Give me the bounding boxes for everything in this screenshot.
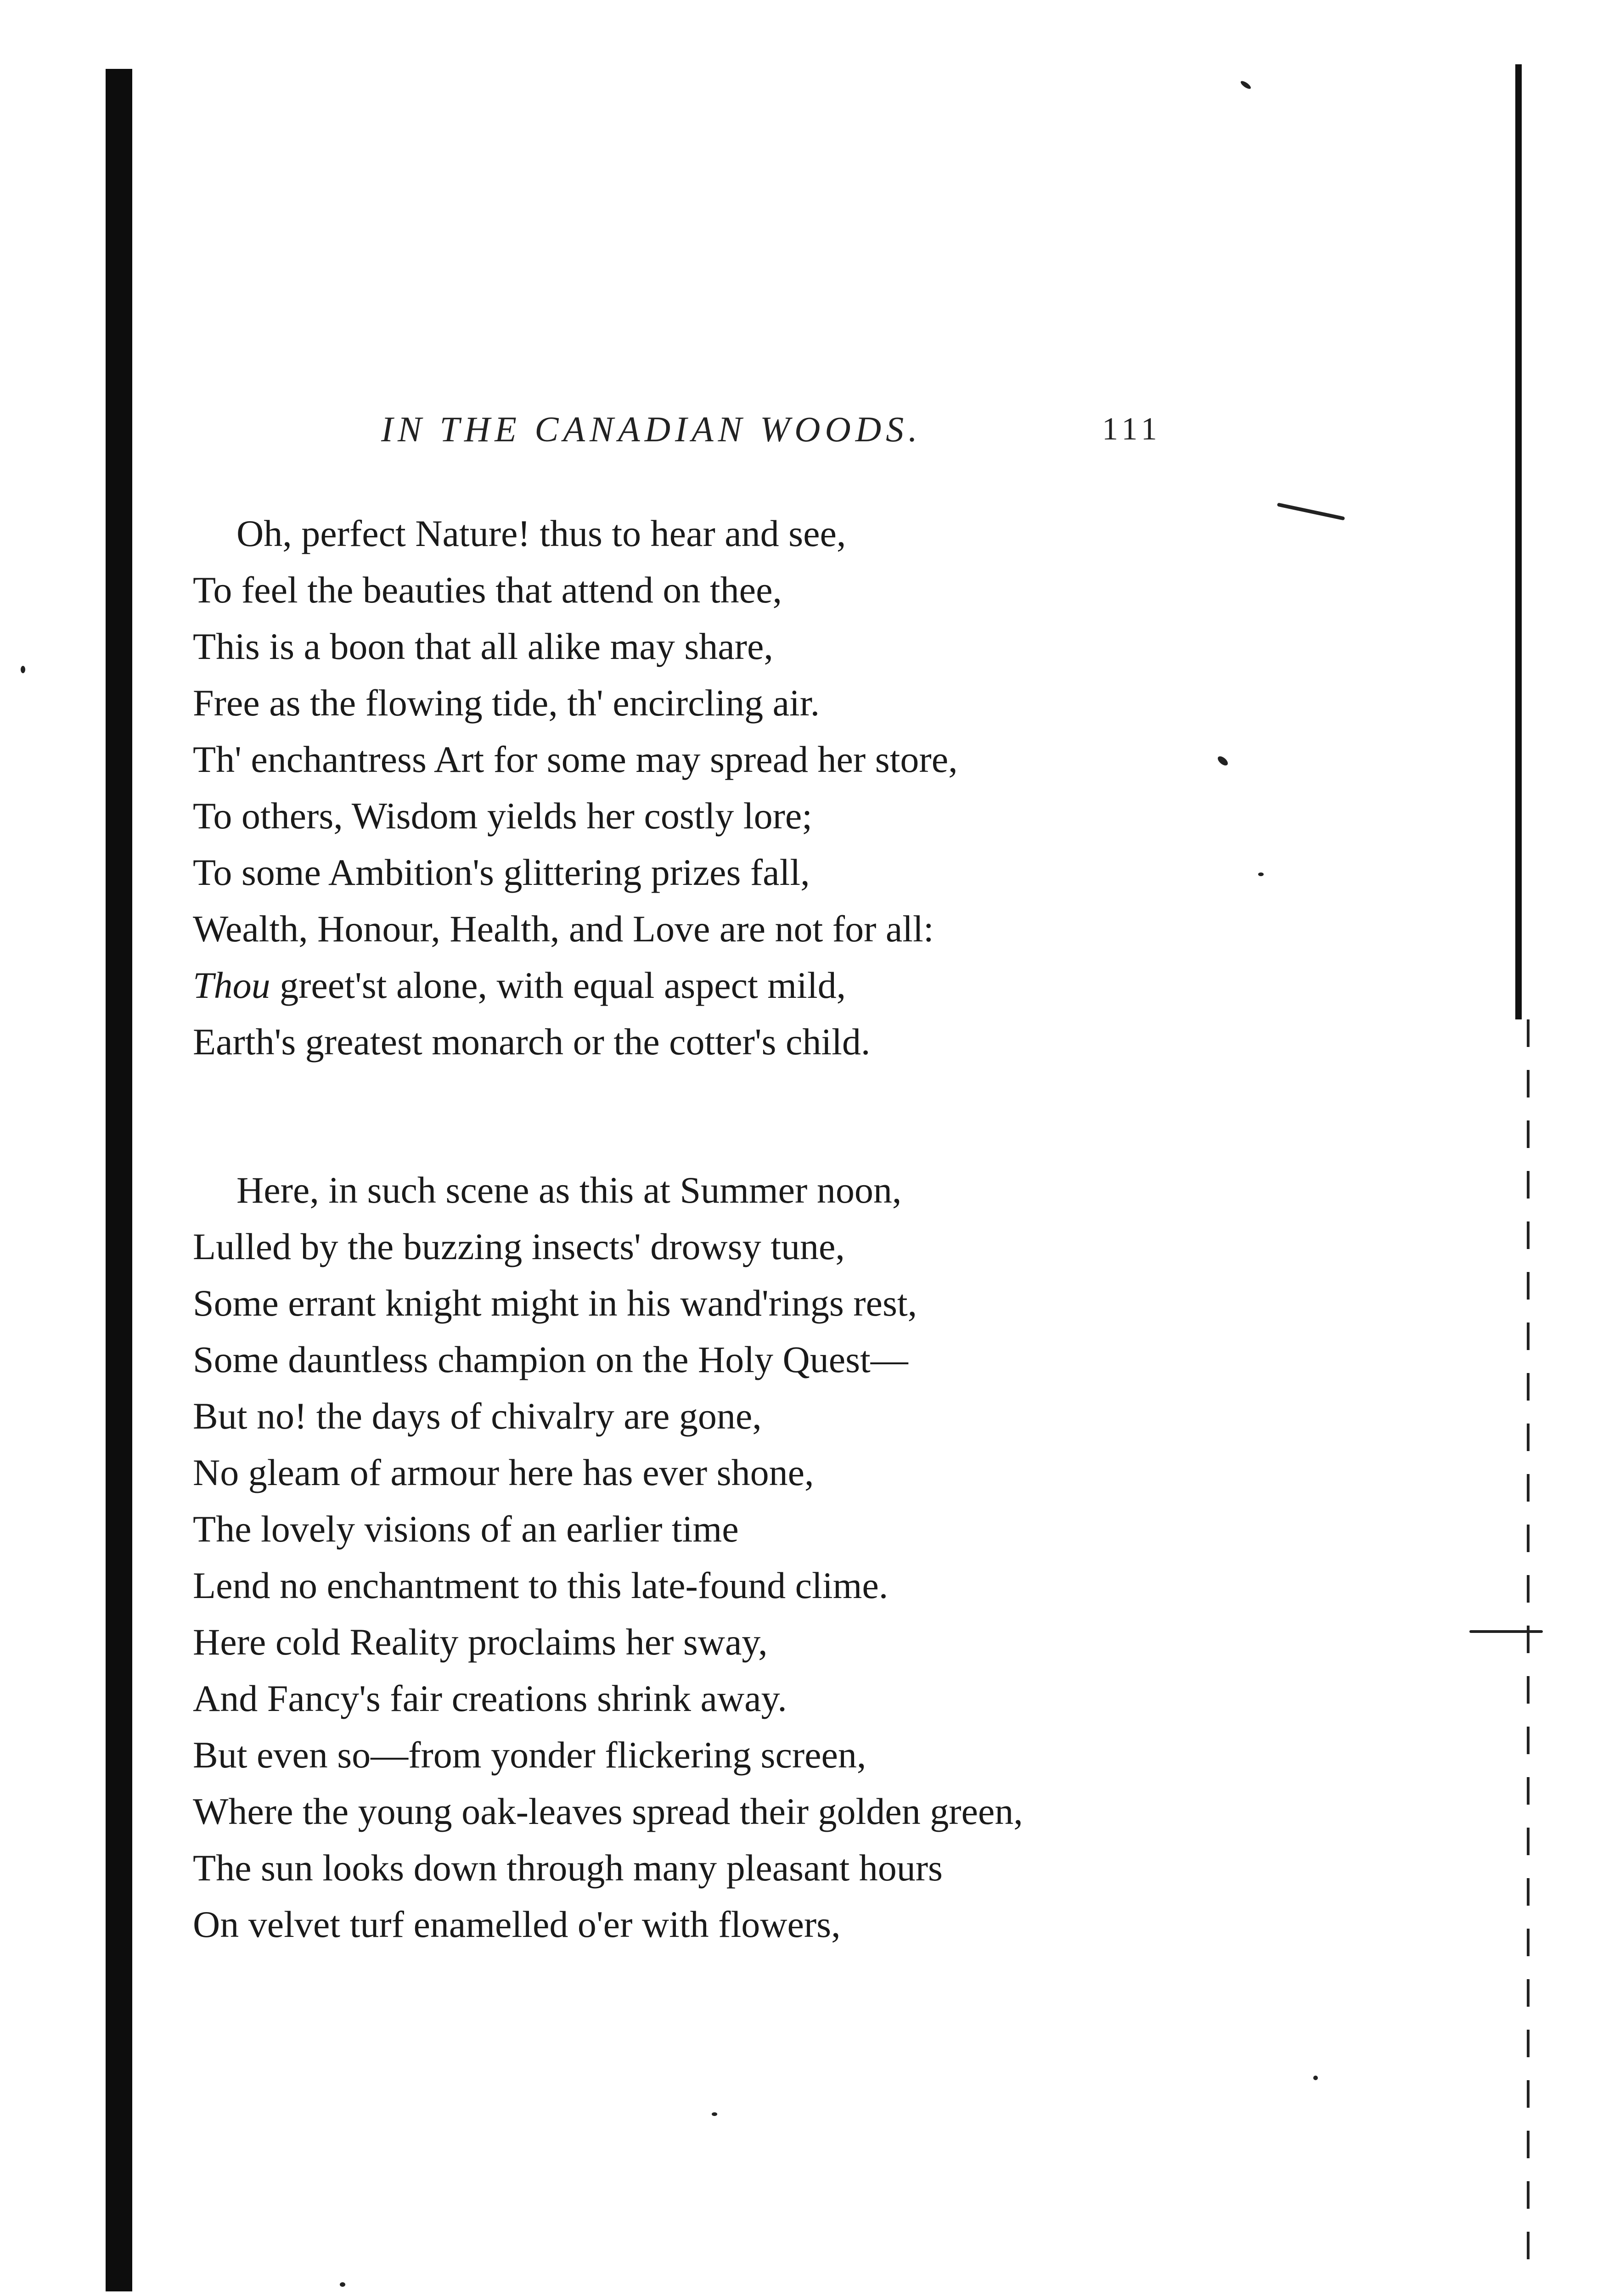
poem-line: No gleam of armour here has ever shone, bbox=[193, 1452, 814, 1493]
poem-line: The lovely visions of an earlier time bbox=[193, 1508, 739, 1550]
poem-line: Oh, perfect Nature! thus to hear and see, bbox=[236, 512, 846, 554]
poem-line: Some errant knight might in his wand'rings rest, bbox=[193, 1282, 917, 1324]
page-edge-shadow bbox=[1515, 64, 1522, 1019]
poem-line: Here, in such scene as this at Summer noon, bbox=[236, 1169, 902, 1211]
poem-line bbox=[193, 957, 1433, 1013]
scan-speck bbox=[1258, 872, 1264, 876]
poem-line: Some dauntless champion on the Holy Quest— bbox=[193, 1339, 908, 1380]
poem-line: But even so—from yonder flickering screen, bbox=[193, 1734, 866, 1776]
poem-line: To some Ambition's glittering prizes fall, bbox=[193, 851, 810, 893]
poem-line: Here cold Reality proclaims her sway, bbox=[193, 1621, 768, 1663]
italic-word: Thou bbox=[193, 964, 270, 1006]
poem-line: To others, Wisdom yields her costly lore; bbox=[193, 795, 813, 837]
line-text: greet'st alone, with equal aspect mild, bbox=[270, 964, 846, 1006]
poem-line: On velvet turf enamelled o'er with flowers, bbox=[193, 1903, 841, 1945]
poem-line: This is a boon that all alike may share, bbox=[193, 625, 773, 667]
scan-speck bbox=[1313, 2076, 1318, 2080]
page-number: 111 bbox=[1102, 411, 1162, 447]
poem-line: Free as the flowing tide, th' encircling air. bbox=[193, 682, 820, 724]
scan-speck bbox=[1469, 1630, 1543, 1633]
poem-line: Th' enchantress Art for some may spread her store, bbox=[193, 738, 958, 780]
poem-line: Earth's greatest monarch or the cotter's child. bbox=[193, 1021, 871, 1063]
poem-line: And Fancy's fair creations shrink away. bbox=[193, 1677, 787, 1719]
stanza-2 bbox=[193, 1162, 1433, 1953]
poem-line: To feel the beauties that attend on thee, bbox=[193, 569, 782, 611]
scan-speck bbox=[21, 666, 25, 673]
scan-speck bbox=[712, 2112, 717, 2116]
page-edge-shadow-lower bbox=[1527, 1019, 1530, 2259]
poem-line: Lulled by the buzzing insects' drowsy tune, bbox=[193, 1226, 845, 1267]
poem-line: Wealth, Honour, Health, and Love are not for all: bbox=[193, 908, 934, 950]
poem-line: But no! the days of chivalry are gone, bbox=[193, 1395, 762, 1437]
stanza-1 bbox=[193, 505, 1433, 1070]
running-head: IN THE CANADIAN WOODS. bbox=[381, 409, 922, 449]
poem-line: The sun looks down through many pleasant hours bbox=[193, 1847, 943, 1889]
scan-speck bbox=[340, 2282, 345, 2287]
binding-shadow bbox=[106, 69, 132, 2291]
poem-line: Lend no enchantment to this late-found clime. bbox=[193, 1564, 889, 1606]
scan-speck bbox=[1239, 79, 1252, 90]
poem-line: Where the young oak-leaves spread their golden green, bbox=[193, 1790, 1023, 1832]
